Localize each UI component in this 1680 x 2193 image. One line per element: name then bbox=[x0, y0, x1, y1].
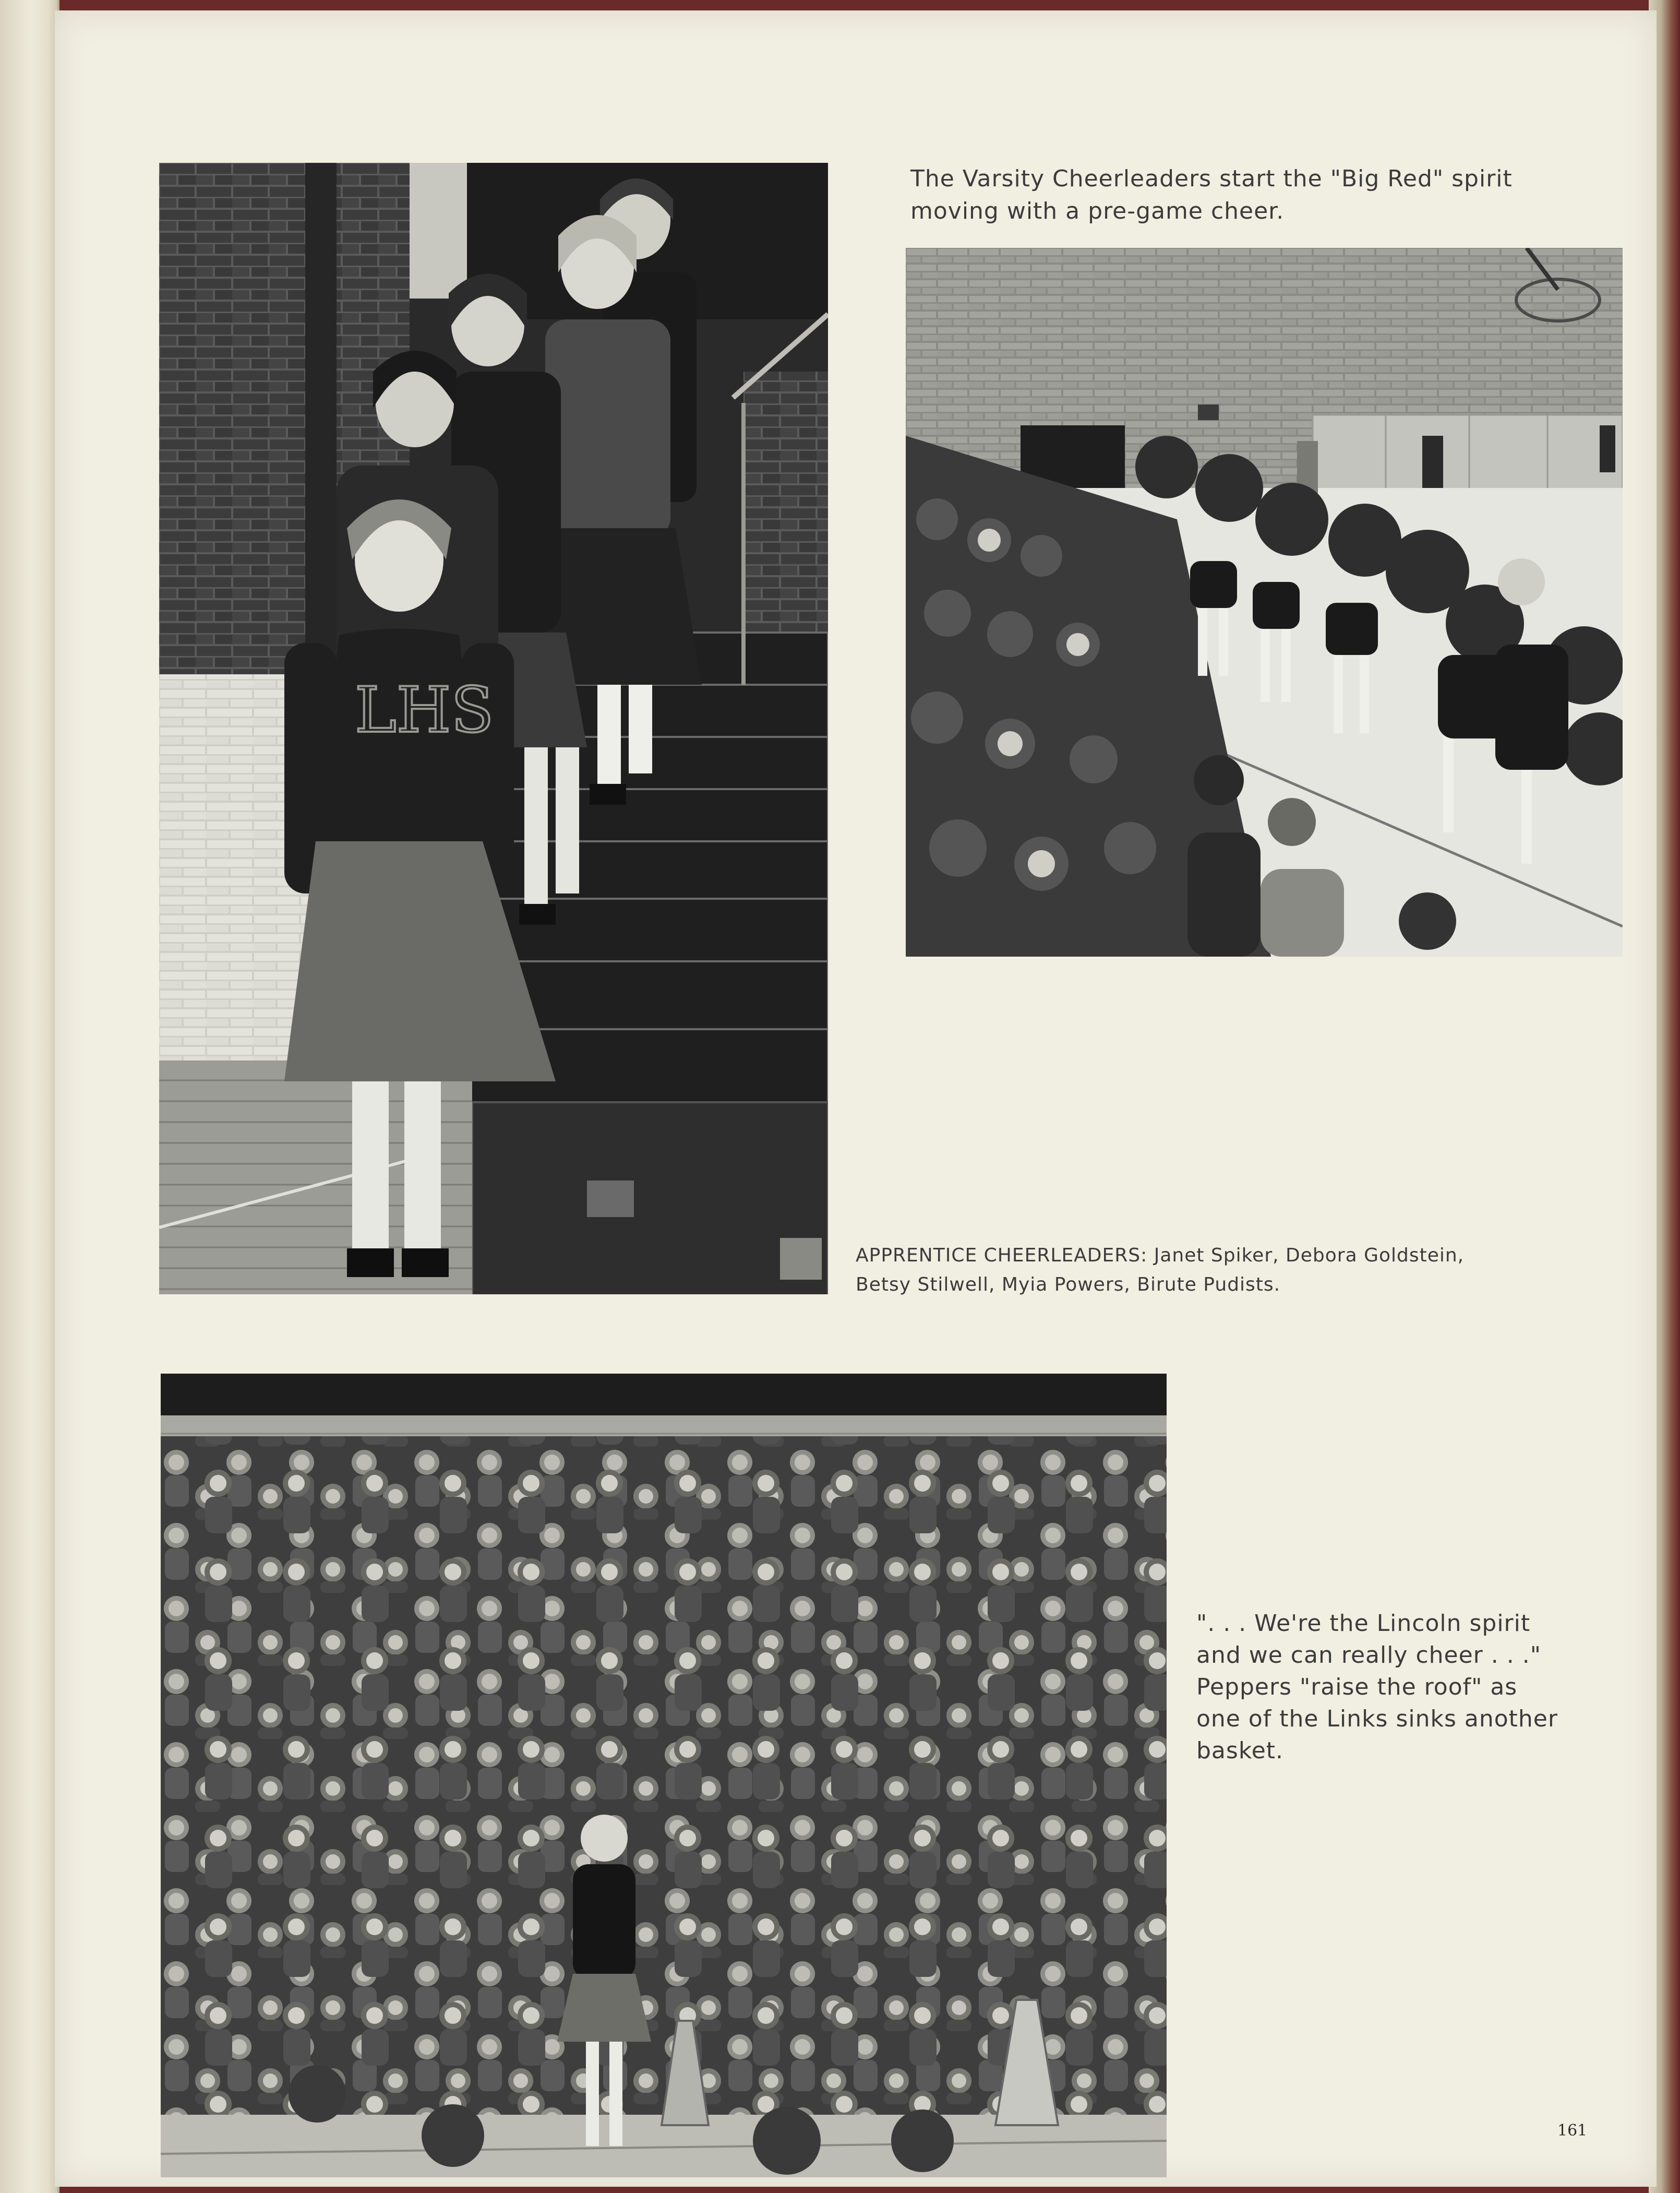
sweater-letters: LHS bbox=[355, 674, 494, 747]
apprentice-cheerleaders-caption: APPRENTICE CHEERLEADERS: Janet Spiker, Debora Goldstein, Betsy Stilwell, Myia Powers, Birute Pudists. bbox=[856, 1245, 1465, 1295]
yearbook-page bbox=[55, 10, 1657, 2187]
varsity-cheerleaders-photo bbox=[906, 248, 1623, 957]
varsity-cheer-caption: The Varsity Cheerleaders start the "Big Red" spirit moving with a pre-game cheer. bbox=[910, 165, 1513, 224]
book-binding-left bbox=[0, 0, 59, 2193]
stairs-photo-illustration bbox=[159, 163, 828, 1294]
peppers-crowd-photo bbox=[161, 1374, 1167, 2177]
apprentice-cheerleaders-photo bbox=[159, 163, 828, 1294]
crowd-photo-illustration bbox=[161, 1374, 1167, 2177]
page-number: 161 bbox=[1557, 2122, 1588, 2140]
gym-photo-illustration bbox=[906, 248, 1623, 957]
lincoln-spirit-caption: ". . . We're the Lincoln spirit and we can really cheer . . ." Peppers "raise the roof" as one of the Links sinks another basket. bbox=[1196, 1610, 1558, 1764]
